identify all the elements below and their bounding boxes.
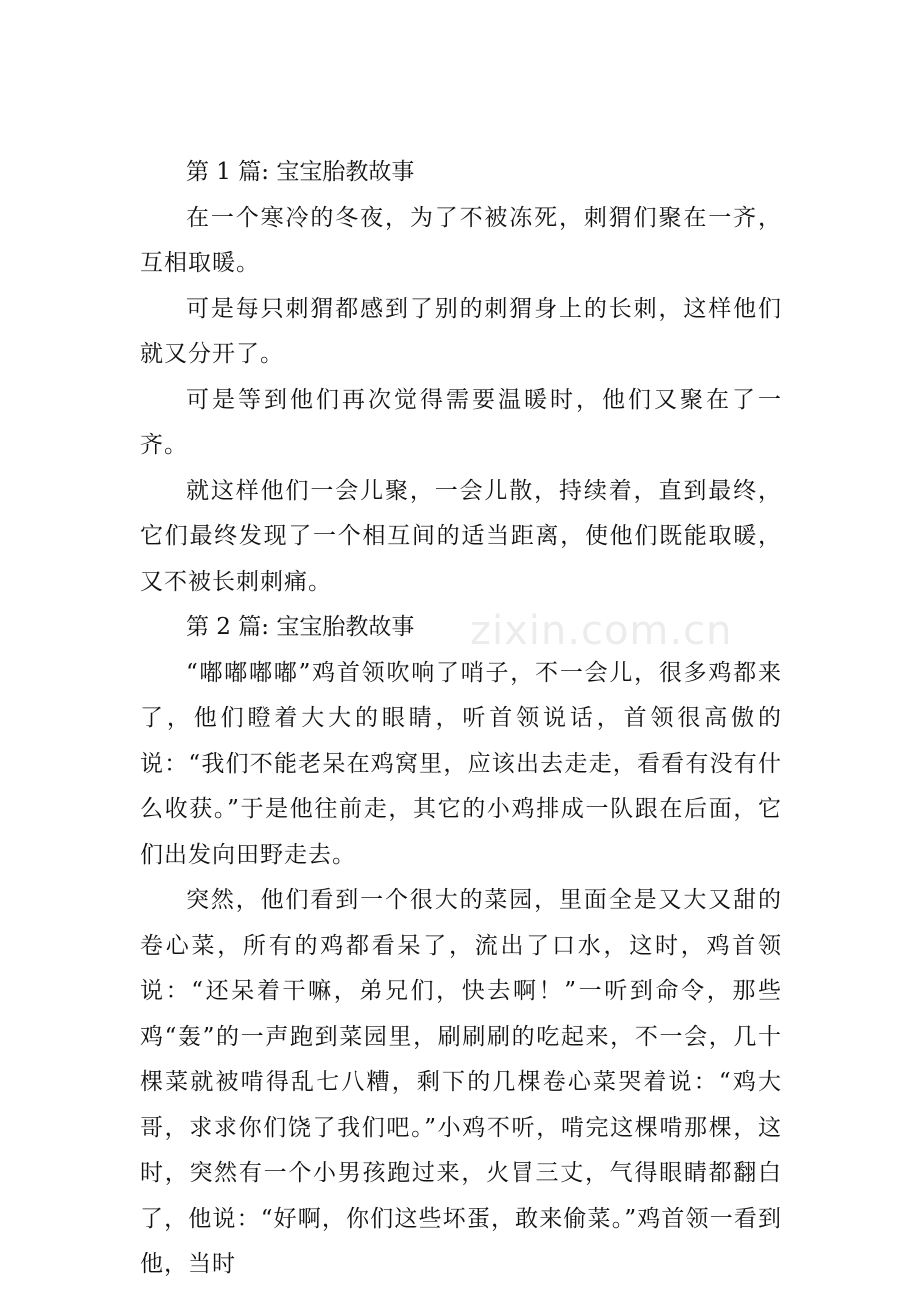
chapter-1-paragraph-1: 在一个寒冷的冬夜，为了不被冻死，刺猬们聚在一齐，互相取暖。: [140, 204, 782, 276]
chapter-1-paragraph-2: 可是每只刺猬都感到了别的刺猬身上的长刺，这样他们就又分开了。: [140, 295, 782, 367]
chapter-1-paragraph-3: 可是等到他们再次觉得需要温暖时，他们又聚在了一齐。: [140, 386, 782, 458]
chapter-2-heading: 第 2 篇: 宝宝胎教故事: [186, 614, 415, 640]
chapter-1-paragraph-4: 就这样他们一会儿聚，一会儿散，持续着，直到最终，它们最终发现了一个相互间的适当距离，使他们既能取暖，又不被长刺刺痛。: [140, 477, 782, 595]
chapter-2-paragraph-2: 突然，他们看到一个很大的菜园，里面全是又大又甜的卷心菜，所有的鸡都看呆了，流出了口水，这时，鸡首领说：“还呆着干嘛，弟兄们，快去啊！”一听到命令，那些鸡“轰”的一声跑到菜园里，刷刷刷的吃起来，不一会，几十棵菜就被啃得乱七八糟，剩下的几棵卷心菜哭着说：“鸡大哥，求求你们饶了我们吧。”小鸡不听，啃完这棵啃那棵，这时，突然有一个小男孩跑过来，火冒三丈，气得眼睛都翻白了，他说：“好啊，你们这些坏蛋，敢来偷菜。”鸡首领一看到他，当时: [140, 887, 782, 1277]
watermark: zixin.com.cn: [470, 608, 733, 654]
chapter-2-paragraph-1: “嘟嘟嘟嘟”鸡首领吹响了哨子，不一会儿，很多鸡都来了，他们瞪着大大的眼睛，听首领说话，首领很高傲的说：“我们不能老呆在鸡窝里，应该出去走走，看看有没有什么收获。”于是他往前走，其它的小鸡排成一队跟在后面，它们出发向田野走去。: [140, 659, 782, 868]
chapter-1-heading: 第 1 篇: 宝宝胎教故事: [186, 159, 415, 185]
document-body: [140, 150, 782, 1288]
